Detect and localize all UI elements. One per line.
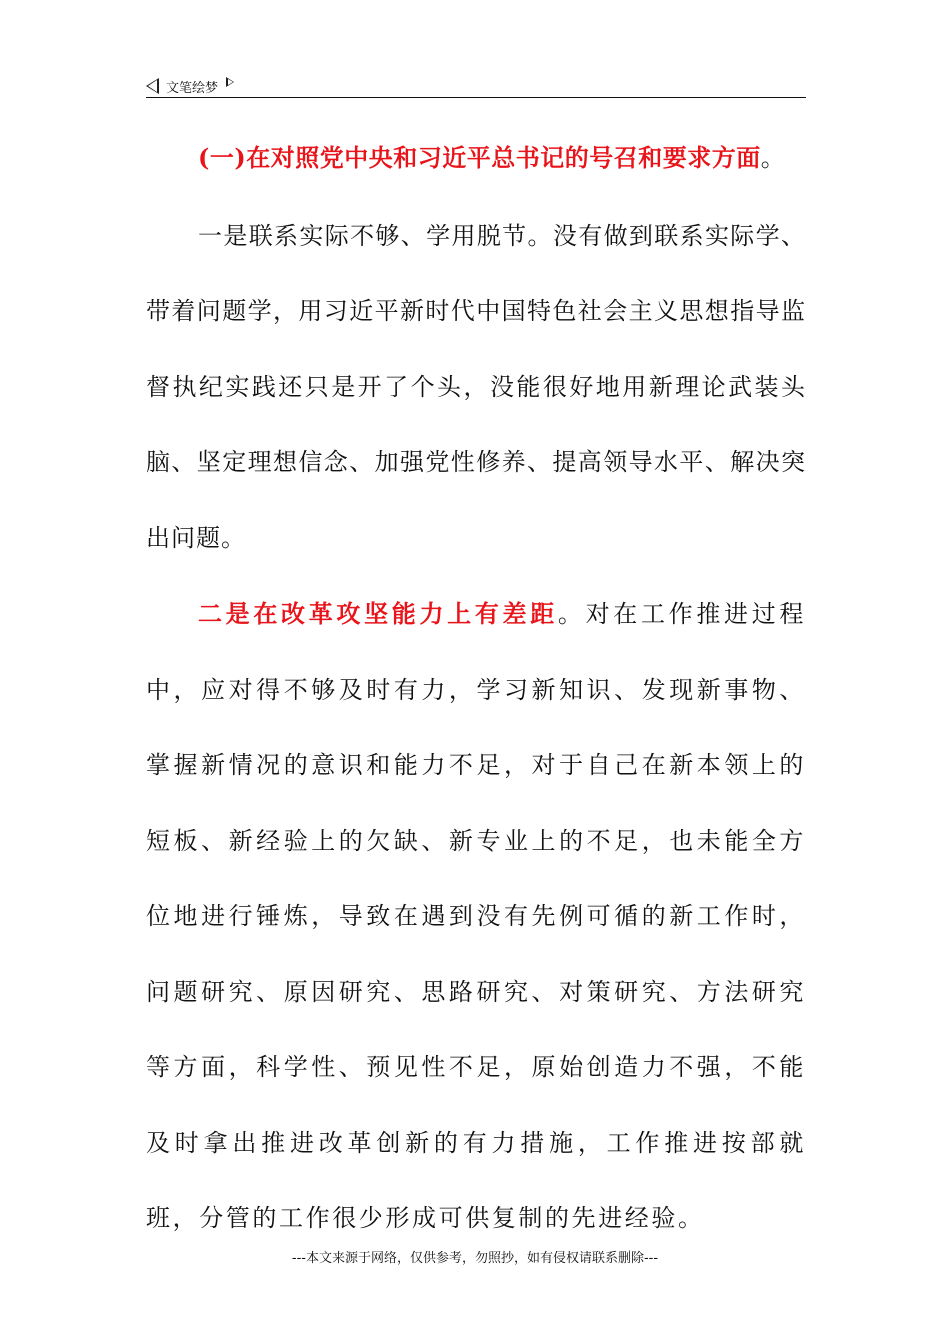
section-heading — [146, 120, 806, 197]
header-divider — [146, 97, 806, 98]
triangle-left-icon — [146, 78, 159, 94]
paragraph-2-body: 。对在工作推进过程中，应对得不够及时有力，学习新知识、发现新事物、掌握新情况的意识和能力不足，对于自己在新本领上的短板、新经验上的欠缺、新专业上的不足，也未能全方位地进行锤炼，导致在遇到没有先例可循的新工作时，问题研究、原因研究、思路研究、对策研究、方法研究等方面，科学性、预见性不足，原始创造力不强，不能及时拿出推进改革创新的有力措施，工作推进按部就班，分管的工作很少形成可供复制的先进经验。 — [146, 600, 806, 1232]
section-heading-text: (一)在对照党中央和习近平总书记的号召和要求方面 — [198, 143, 761, 172]
document-body — [146, 120, 806, 1257]
paragraph-1: 一是联系实际不够、学用脱节。没有做到联系实际学、带着问题学，用习近平新时代中国特色社会主义思想指导监督执纪实践还只是开了个头，没能很好地用新理论武装头脑、坚定理想信念、加强党性修养、提高领导水平、解决突出问题。 — [146, 221, 806, 552]
paragraph-2-lead: 二是在改革攻坚能力上有差距 — [198, 599, 558, 628]
page-header — [146, 74, 806, 98]
header-brand: 文笔绘梦 — [166, 80, 219, 96]
paragraph-2 — [146, 576, 806, 1257]
triangle-right-icon — [226, 77, 234, 87]
footer-notice: ---本文来源于网络，仅供参考，勿照抄，如有侵权请联系删除--- — [291, 1251, 659, 1266]
section-heading-period: 。 — [760, 144, 786, 172]
